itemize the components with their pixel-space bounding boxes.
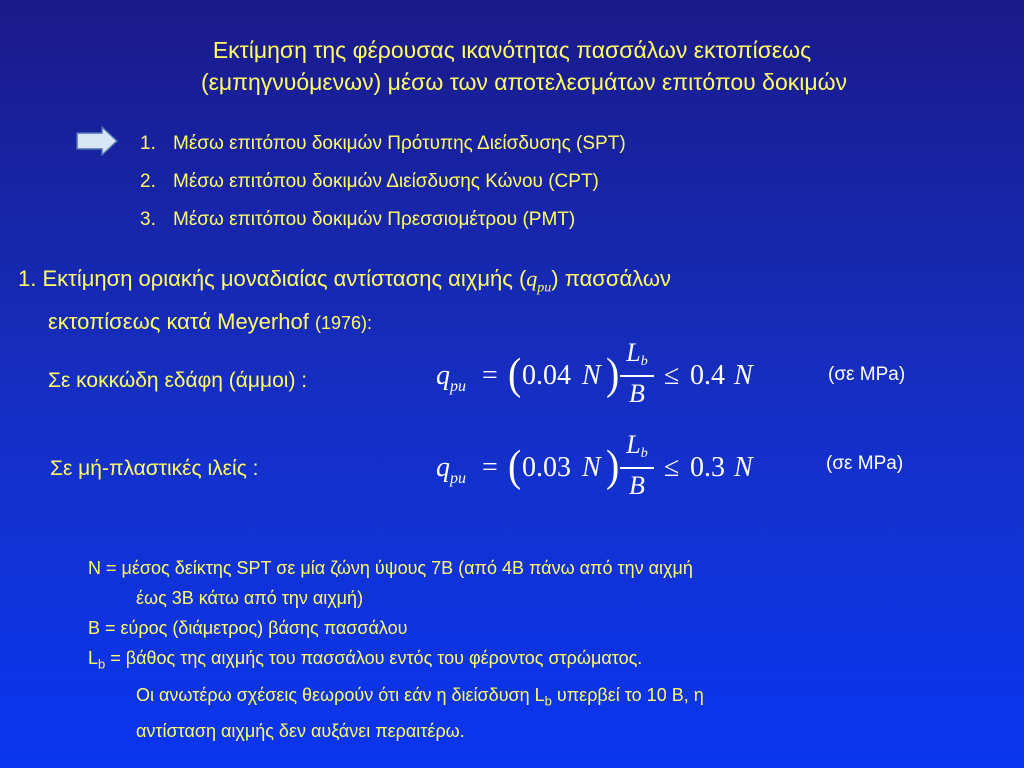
notes-block: N = μέσος δείκτης SPT σε μία ζώνη ύψους 7B (από 4B πάνω από την αιχμή έως 3B κάτω από την αιχμή) B = εύρος (διάμετρος) βάσης πασσάλου $L_b = \beta ά\theta o\varsigma$ της αιχμής του πασσάλου εντός του φέροντος στρώματος. Οι ανωτέρω σχέσεις θεωρούν ότι εάν η διείσδυση $L_b$ υπερβεί το 10 B, η αντίσταση αιχμής δεν αυξάνει περαιτέρω. bbox=[88, 558, 704, 742]
list-item: 2. Μέσω επιτόπου δοκιμών Διείσδυσης Κώνου (CPT) bbox=[140, 171, 599, 192]
right-arrow-icon bbox=[76, 126, 118, 156]
note-n: N = μέσος δείκτης SPT σε μία ζώνη ύψους 7B (από 4B πάνω από την αιχμή bbox=[88, 558, 693, 578]
methods-list bbox=[140, 125, 626, 239]
formula-silt: $q_{pu}$ = ( 0.03 N ) Lb B ≤ 0.3 N bbox=[436, 430, 753, 500]
page-title bbox=[0, 34, 1024, 98]
formula-sand: $q_{pu}$ = ( 0.04 N ) Lb B ≤ 0.4 N bbox=[436, 338, 753, 408]
unit-label: (σε MPa) bbox=[828, 364, 906, 385]
unit-label: (σε MPa) bbox=[826, 453, 904, 474]
formula-label-silt: Σε μή-πλαστικές ιλείς : bbox=[50, 457, 259, 480]
title-line-2: (εμπηγνυόμενων) μέσω των αποτελεσμάτων επιτόπου δοκιμών bbox=[200, 69, 848, 95]
title-line-1: Εκτίμηση της φέρουσας ικανότητας πασσάλων εκτοπίσεως bbox=[212, 37, 812, 63]
list-item: 1. Μέσω επιτόπου δοκιμών Πρότυπης Διείσδυσης (SPT) bbox=[140, 133, 626, 154]
formula-label-sand: Σε κοκκώδη εδάφη (άμμοι) : bbox=[48, 369, 308, 392]
section-heading: 1. Εκτίμηση οριακής μοναδιαίας αντίστασης αιχμής $(q_{pu})$ πασσάλων εκτοπίσεως κατά Meyerhof (1976): bbox=[18, 266, 672, 335]
list-item: 3. Μέσω επιτόπου δοκιμών Πρεσσιομέτρου (PMT) bbox=[140, 209, 576, 230]
note-lb: $L_b = \beta ά\theta o\varsigma$ της αιχμής του πασσάλου εντός του φέροντος στρώματος. bbox=[88, 648, 643, 672]
note-b: B = εύρος (διάμετρος) βάσης πασσάλου bbox=[88, 618, 408, 638]
